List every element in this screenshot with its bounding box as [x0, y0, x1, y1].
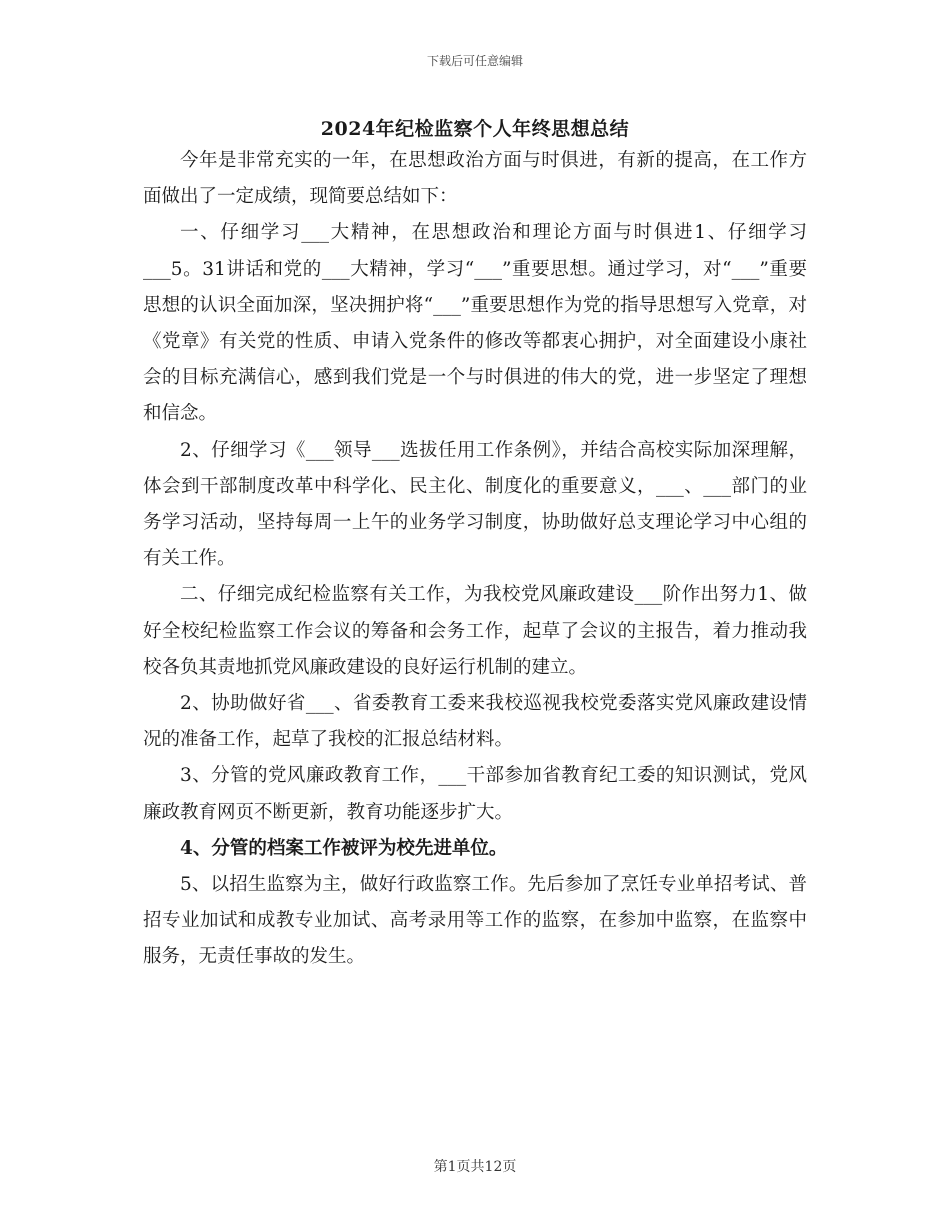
paragraph-section-2-item-4: 4、分管的档案工作被评为校先进单位。 [180, 837, 508, 859]
header-note: 下载后可任意编辑 [426, 54, 523, 68]
document-body [143, 143, 807, 976]
paragraph-section-1-item-2: 2、仔细学习《___领导___选拔任用工作条例》，并结合高校实际加深理解，体会到干部制度改革中科学化、民主化、制度化的重要意义，___、___部门的业务学习活动，坚持每周一上午的业务学习制度，协助做好总支理论学习中心组的有关工作。 [143, 439, 807, 570]
document-title: 2024年纪检监察个人年终思想总结 [320, 118, 630, 140]
paragraph-section-2-item-2: 2、协助做好省___、省委教育工委来我校巡视我校党委落实党风廉政建设情况的准备工作，起草了我校的汇报总结材料。 [143, 693, 807, 751]
page-footer: 第1页共12页 [433, 1159, 517, 1175]
paragraph-section-1: 一、仔细学习___大精神，在思想政治和理论方面与时俱进1、仔细学习___5。31讲话和党的___大精神，学习“___”重要思想。通过学习，对“___”重要思想的认识全面加深，坚决拥护将“___”重要思想作为党的指导思想写入党章，对《党章》有关党的性质、申请入党条件的修改等都衷心拥护，对全面建设小康社会的目标充满信心，感到我们党是一个与时俱进的伟大的党，进一步坚定了理想和信念。 [143, 222, 807, 425]
paragraph-section-2-item-3: 3、分管的党风廉政教育工作，___干部参加省教育纪工委的知识测试，党风廉政教育网页不断更新，教育功能逐步扩大。 [143, 765, 807, 823]
paragraph-section-2-item-5: 5、以招生监察为主，做好行政监察工作。先后参加了烹饪专业单招考试、普招专业加试和成教专业加试、高考录用等工作的监察，在参加中监察，在监察中服务，无责任事故的发生。 [143, 874, 807, 968]
paragraph-section-2: 二、仔细完成纪检监察有关工作，为我校党风廉政建设___阶作出努力1、做好全校纪检监察工作会议的筹备和会务工作，起草了会议的主报告，着力推动我校各负其责地抓党风廉政建设的良好运行机制的建立。 [143, 584, 807, 678]
paragraph-intro: 今年是非常充实的一年，在思想政治方面与时俱进，有新的提高，在工作方面做出了一定成绩，现简要总结如下： [143, 150, 807, 208]
